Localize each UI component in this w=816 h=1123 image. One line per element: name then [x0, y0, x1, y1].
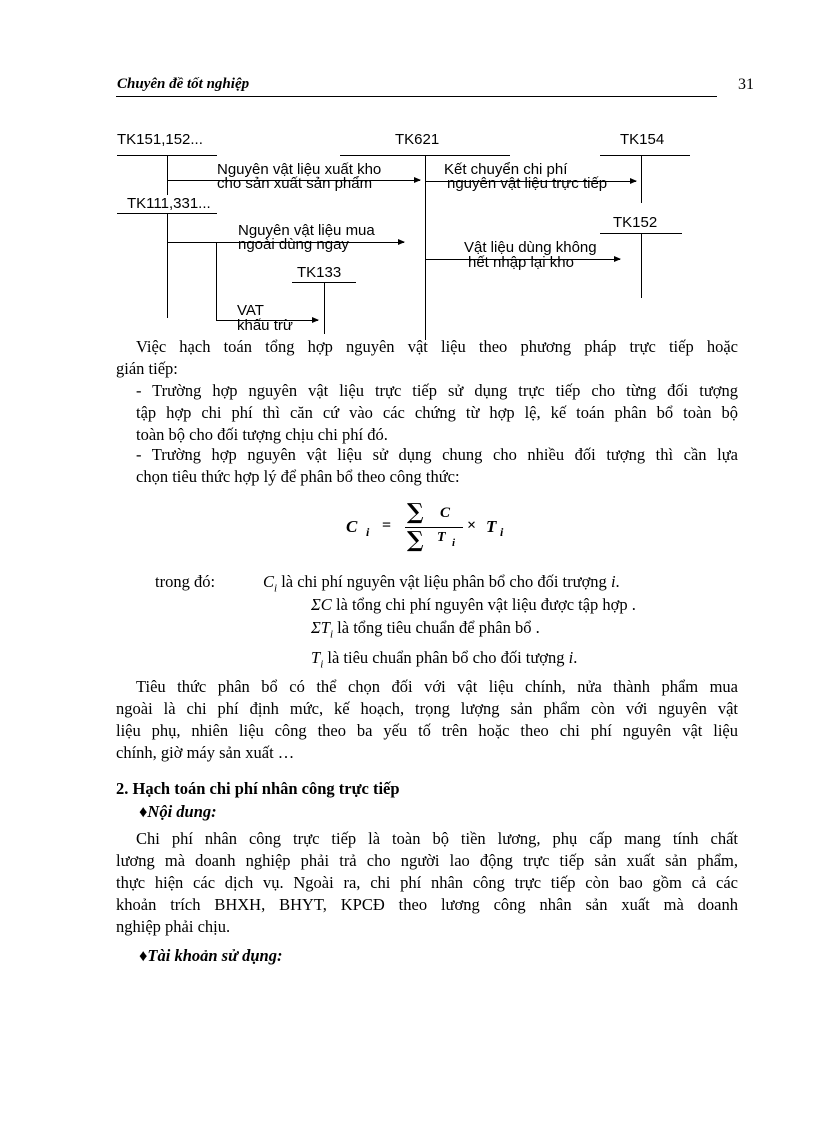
paragraph-intro [116, 336, 738, 380]
label-nvl-xuat-1: Nguyên vật liệu xuất kho [217, 161, 382, 178]
account-tk151: TK151,152... [117, 131, 203, 148]
def-sub: i [329, 628, 334, 641]
formula-equals: = [382, 517, 392, 534]
tk621-stem [425, 155, 426, 340]
formula-den-var: T [437, 530, 446, 545]
text-line: tập hợp chi phí thì căn cứ vào các chứng từ hợp lệ, kế toán phân bổ toàn bộ [136, 403, 738, 422]
bullet-direct [136, 380, 738, 446]
definition-sum-c [311, 594, 636, 616]
definition-ti [311, 647, 577, 675]
running-header-title: Chuyên đề tốt nghiệp [117, 76, 250, 92]
label-vl-khong-1: Vật liệu dùng không [464, 239, 597, 256]
label-nvl-mua-1: Nguyên vật liệu mua [238, 222, 375, 239]
formula-num-sigma: ∑ [407, 499, 424, 525]
section-heading: 2. Hạch toán chi phí nhân công trực tiếp [116, 779, 400, 798]
text-line: liệu phụ, nhiên liệu công theo ba yếu tố trên hoặc theo chi phí nguyên vật liệu [116, 721, 738, 740]
text-line: chọn tiêu thức hợp lý để phân bổ theo công thức: [136, 467, 460, 486]
arrow-vat [216, 320, 318, 321]
page-number: 31 [738, 76, 754, 93]
formula-times: × [467, 517, 477, 534]
text-line: lương mà doanh nghiệp phải trả cho người lao động trực tiếp sản xuất sản phẩm, [116, 851, 738, 870]
def-var: ΣC [311, 595, 332, 614]
def-var: C [263, 572, 275, 591]
formula-lhs-sub: i [366, 525, 370, 539]
subheading-noi-dung: ♦Nội dung: [139, 802, 217, 821]
text-line: gián tiếp: [116, 359, 178, 378]
formula-num-var: C [440, 505, 451, 521]
def-var: T [311, 648, 321, 667]
formula-lhs: C [346, 517, 358, 536]
def-var: ΣT [311, 618, 330, 637]
text-line: ngoài là chi phí định mức, kế hoạch, trọng lượng sản phẩm còn với nguyên vật [116, 699, 738, 718]
definition-sum-ti [311, 617, 540, 645]
tk133-stem [324, 282, 325, 334]
vat-branch-line [216, 243, 217, 320]
text-line: chính, giờ máy sản xuất … [116, 743, 295, 762]
arrow-nvl-mua [168, 242, 404, 243]
def-text: là tiêu chuẩn phân bổ cho đối tượng [323, 648, 569, 667]
text-line: nghiệp phải chịu. [116, 917, 231, 936]
text-line: Tiêu thức phân bổ có thể chọn đối với vật liệu chính, nửa thành phẩm mua [136, 677, 738, 696]
account-tk154: TK154 [620, 131, 665, 148]
label-ket-chuyen-1: Kết chuyển chi phí [444, 161, 568, 178]
formula-rhs-sub: i [500, 525, 504, 539]
arrow-xuat-kho [168, 180, 420, 181]
account-tk621: TK621 [395, 131, 440, 148]
def-end: . [573, 648, 578, 667]
text-line: - Trường hợp nguyên vật liệu trực tiếp sử dụng trực tiếp cho từng đối tượng [136, 381, 738, 400]
account-tk133: TK133 [297, 264, 342, 281]
tk151-stem [167, 155, 168, 195]
tk154-rule [600, 155, 690, 156]
def-sub: i [320, 658, 324, 671]
tk154-stem [641, 155, 642, 203]
label-ket-chuyen-2: nguyên vật liệu trực tiếp [447, 175, 608, 192]
text-line: khoản trích BHXH, BHYT, KPCĐ theo lương công nhân sản xuất mà doanh [116, 895, 738, 914]
arrow-vl-khong [426, 259, 620, 260]
label-vl-khong-2: hết nhập lại kho [468, 254, 574, 271]
text-line: Việc hạch toán tổng hợp nguyên vật liệu theo phương pháp trực tiếp hoặc [136, 337, 738, 356]
header-rule [116, 96, 717, 97]
def-text: là chi phí nguyên vật liệu phân bổ cho đối trượng [277, 572, 611, 591]
text-line: thực hiện các dịch vụ. Ngoài ra, chi phí nhân công trực tiếp còn bao gồm cả các [116, 873, 738, 892]
text-line: Chi phí nhân công trực tiếp là toàn bộ tiền lương, phụ cấp mang tính chất [136, 829, 738, 848]
paragraph-tieu-thuc [116, 676, 738, 764]
label-nvl-mua-2: ngoài dùng ngay [238, 236, 349, 253]
def-text: là tổng tiêu chuẩn để phân bổ . [333, 618, 540, 637]
paragraph-nhan-cong [116, 828, 738, 938]
account-tk111: TK111,331... [127, 195, 211, 212]
account-tk152: TK152 [613, 214, 658, 231]
definitions-intro: trong đó: [155, 572, 216, 591]
formula-rhs: T [486, 517, 497, 536]
label-vat-1: VAT [237, 302, 264, 319]
text-line: - Trường hợp nguyên vật liệu sử dụng chung cho nhiều đối tượng thì cần lựa [136, 445, 738, 464]
text-line: toàn bộ cho đối tượng chịu chi phí đó. [136, 425, 388, 444]
subheading-tai-khoan: ♦Tài khoản sử dụng: [139, 946, 283, 965]
label-nvl-xuat-2: cho sản xuất sản phẩm [217, 175, 373, 192]
formula-den-sub: i [452, 537, 456, 549]
def-text: là tổng chi phí nguyên vật liệu được tập hợp . [331, 595, 636, 614]
def-tail: i [610, 572, 616, 591]
label-vat-2: khấu trừ [237, 317, 293, 334]
arrow-ket-chuyen [426, 181, 636, 182]
def-sub: i [274, 582, 278, 595]
def-end: . [615, 572, 620, 591]
tk111-stem [167, 213, 168, 318]
bullet-shared [136, 444, 738, 488]
def-tail: i [568, 648, 574, 667]
tk152-stem [641, 233, 642, 298]
formula-den-sigma: ∑ [407, 527, 424, 553]
